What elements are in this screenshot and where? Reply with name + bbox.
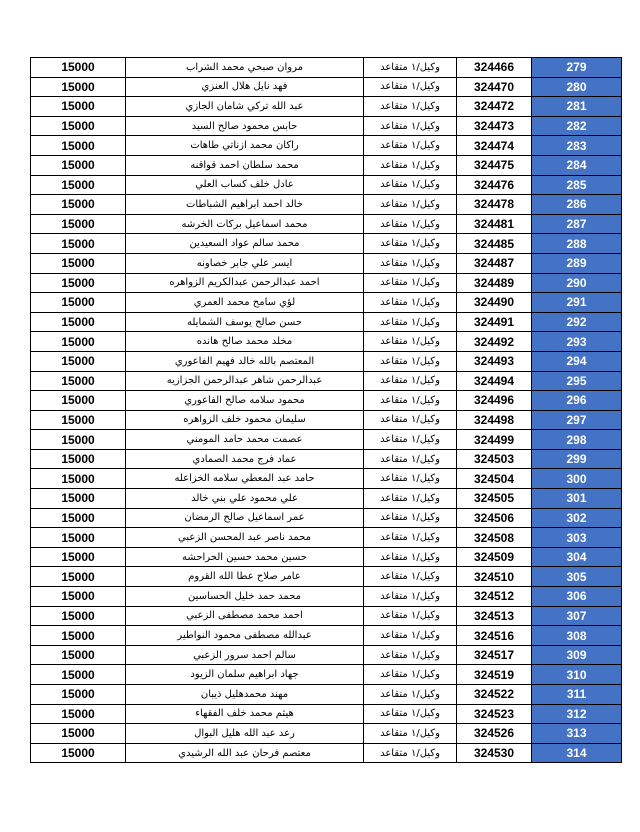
table-row <box>31 195 622 215</box>
name-cell: احمد محمد مصطفى الزعبي <box>126 606 364 626</box>
amount-cell: 15000 <box>31 116 126 136</box>
name-cell: مروان صبحي محمد الشراب <box>126 58 364 78</box>
rank-cell: وكيل/١ متقاعد <box>364 58 457 78</box>
rank-cell: وكيل/١ متقاعد <box>364 351 457 371</box>
code-cell: 324516 <box>457 626 532 646</box>
rank-cell: وكيل/١ متقاعد <box>364 332 457 352</box>
amount-cell: 15000 <box>31 273 126 293</box>
rank-cell: وكيل/١ متقاعد <box>364 214 457 234</box>
amount-cell: 15000 <box>31 528 126 548</box>
rank-cell: وكيل/١ متقاعد <box>364 567 457 587</box>
rank-cell: وكيل/١ متقاعد <box>364 293 457 313</box>
rank-cell: وكيل/١ متقاعد <box>364 587 457 607</box>
amount-cell: 15000 <box>31 332 126 352</box>
code-cell: 324513 <box>457 606 532 626</box>
code-cell: 324523 <box>457 704 532 724</box>
rank-cell: وكيل/١ متقاعد <box>364 410 457 430</box>
amount-cell: 15000 <box>31 430 126 450</box>
table-row <box>31 97 622 117</box>
rank-cell: وكيل/١ متقاعد <box>364 430 457 450</box>
name-cell: محمد ناصر عبد المحسن الزعبي <box>126 528 364 548</box>
rank-cell: وكيل/١ متقاعد <box>364 665 457 685</box>
sequence-number-cell: 308 <box>532 626 622 646</box>
code-cell: 324530 <box>457 743 532 763</box>
table-row <box>31 645 622 665</box>
rank-cell: وكيل/١ متقاعد <box>364 312 457 332</box>
table-row <box>31 410 622 430</box>
rank-cell: وكيل/١ متقاعد <box>364 97 457 117</box>
amount-cell: 15000 <box>31 547 126 567</box>
sequence-number-cell: 279 <box>532 58 622 78</box>
sequence-number-cell: 294 <box>532 351 622 371</box>
name-cell: ايسر علي جابر خصاونه <box>126 253 364 273</box>
code-cell: 324470 <box>457 77 532 97</box>
code-cell: 324476 <box>457 175 532 195</box>
sequence-number-cell: 306 <box>532 587 622 607</box>
amount-cell: 15000 <box>31 587 126 607</box>
sequence-number-cell: 298 <box>532 430 622 450</box>
name-cell: محمد حمد خليل الحساسين <box>126 587 364 607</box>
sequence-number-cell: 288 <box>532 234 622 254</box>
name-cell: جهاد ابراهيم سلمان الزيود <box>126 665 364 685</box>
table-row <box>31 391 622 411</box>
name-cell: فهد نايل هلال العنزي <box>126 77 364 97</box>
rank-cell: وكيل/١ متقاعد <box>364 136 457 156</box>
sequence-number-cell: 310 <box>532 665 622 685</box>
amount-cell: 15000 <box>31 234 126 254</box>
rank-cell: وكيل/١ متقاعد <box>364 449 457 469</box>
name-cell: عبدالله مصطفى محمود النواطير <box>126 626 364 646</box>
name-cell: مخلد محمد صالح هانده <box>126 332 364 352</box>
sequence-number-cell: 296 <box>532 391 622 411</box>
table-row <box>31 136 622 156</box>
table-row <box>31 567 622 587</box>
code-cell: 324504 <box>457 469 532 489</box>
rank-cell: وكيل/١ متقاعد <box>364 273 457 293</box>
code-cell: 324478 <box>457 195 532 215</box>
sequence-number-cell: 305 <box>532 567 622 587</box>
amount-cell: 15000 <box>31 724 126 744</box>
name-cell: سالم احمد سرور الزعبي <box>126 645 364 665</box>
table-row <box>31 253 622 273</box>
amount-cell: 15000 <box>31 253 126 273</box>
amount-cell: 15000 <box>31 136 126 156</box>
table-row <box>31 116 622 136</box>
sequence-number-cell: 281 <box>532 97 622 117</box>
amount-cell: 15000 <box>31 214 126 234</box>
code-cell: 324519 <box>457 665 532 685</box>
amount-cell: 15000 <box>31 351 126 371</box>
rank-cell: وكيل/١ متقاعد <box>364 175 457 195</box>
amount-cell: 15000 <box>31 469 126 489</box>
amount-cell: 15000 <box>31 665 126 685</box>
amount-cell: 15000 <box>31 449 126 469</box>
sequence-number-cell: 286 <box>532 195 622 215</box>
name-cell: علي محمود علي بني خالد <box>126 489 364 509</box>
name-cell: رعد عبد الله هليل البوال <box>126 724 364 744</box>
name-cell: عادل خلف كساب العلي <box>126 175 364 195</box>
code-cell: 324481 <box>457 214 532 234</box>
sequence-number-cell: 299 <box>532 449 622 469</box>
rank-cell: وكيل/١ متقاعد <box>364 626 457 646</box>
records-table <box>30 57 622 763</box>
rank-cell: وكيل/١ متقاعد <box>364 528 457 548</box>
table-row <box>31 724 622 744</box>
sequence-number-cell: 285 <box>532 175 622 195</box>
amount-cell: 15000 <box>31 606 126 626</box>
amount-cell: 15000 <box>31 175 126 195</box>
rank-cell: وكيل/١ متقاعد <box>364 371 457 391</box>
table-row <box>31 626 622 646</box>
sequence-number-cell: 304 <box>532 547 622 567</box>
table-row <box>31 332 622 352</box>
table-row <box>31 704 622 724</box>
name-cell: عامر صلاح عطا الله القروم <box>126 567 364 587</box>
code-cell: 324490 <box>457 293 532 313</box>
sequence-number-cell: 311 <box>532 685 622 705</box>
rank-cell: وكيل/١ متقاعد <box>364 116 457 136</box>
sequence-number-cell: 309 <box>532 645 622 665</box>
rank-cell: وكيل/١ متقاعد <box>364 469 457 489</box>
table-row <box>31 371 622 391</box>
name-cell: عماد فرج محمد الصمادي <box>126 449 364 469</box>
table-row <box>31 58 622 78</box>
table-row <box>31 547 622 567</box>
name-cell: محمد سلطان احمد قواقنه <box>126 155 364 175</box>
table-row <box>31 234 622 254</box>
rank-cell: وكيل/١ متقاعد <box>364 704 457 724</box>
rank-cell: وكيل/١ متقاعد <box>364 743 457 763</box>
table-row <box>31 430 622 450</box>
amount-cell: 15000 <box>31 77 126 97</box>
rank-cell: وكيل/١ متقاعد <box>364 77 457 97</box>
table-row <box>31 155 622 175</box>
sequence-number-cell: 314 <box>532 743 622 763</box>
sequence-number-cell: 293 <box>532 332 622 352</box>
name-cell: خالد احمد ابراهيم الشباطات <box>126 195 364 215</box>
code-cell: 324512 <box>457 587 532 607</box>
name-cell: لؤي سامح محمد العمري <box>126 293 364 313</box>
sequence-number-cell: 284 <box>532 155 622 175</box>
amount-cell: 15000 <box>31 195 126 215</box>
records-table-container <box>30 57 621 763</box>
code-cell: 324472 <box>457 97 532 117</box>
table-row <box>31 273 622 293</box>
sequence-number-cell: 287 <box>532 214 622 234</box>
code-cell: 324491 <box>457 312 532 332</box>
table-row <box>31 293 622 313</box>
table-row <box>31 214 622 234</box>
name-cell: محمد اسماعيل بركات الخرشه <box>126 214 364 234</box>
sequence-number-cell: 283 <box>532 136 622 156</box>
sequence-number-cell: 300 <box>532 469 622 489</box>
sequence-number-cell: 313 <box>532 724 622 744</box>
table-row <box>31 449 622 469</box>
sequence-number-cell: 289 <box>532 253 622 273</box>
amount-cell: 15000 <box>31 155 126 175</box>
sequence-number-cell: 297 <box>532 410 622 430</box>
rank-cell: وكيل/١ متقاعد <box>364 489 457 509</box>
code-cell: 324474 <box>457 136 532 156</box>
code-cell: 324466 <box>457 58 532 78</box>
code-cell: 324493 <box>457 351 532 371</box>
sequence-number-cell: 303 <box>532 528 622 548</box>
code-cell: 324485 <box>457 234 532 254</box>
code-cell: 324526 <box>457 724 532 744</box>
name-cell: عبدالرحمن شاهر عبدالرحمن الجزازيه <box>126 371 364 391</box>
name-cell: راكان محمد ازناتي طاهات <box>126 136 364 156</box>
name-cell: عبد الله تركي شامان الجازي <box>126 97 364 117</box>
sequence-number-cell: 292 <box>532 312 622 332</box>
code-cell: 324510 <box>457 567 532 587</box>
name-cell: سليمان محمود خلف الزواهره <box>126 410 364 430</box>
code-cell: 324508 <box>457 528 532 548</box>
code-cell: 324517 <box>457 645 532 665</box>
table-row <box>31 77 622 97</box>
name-cell: حامد عبد المعطي سلامه الخزاعله <box>126 469 364 489</box>
table-row <box>31 489 622 509</box>
amount-cell: 15000 <box>31 371 126 391</box>
table-row <box>31 351 622 371</box>
table-row <box>31 508 622 528</box>
rank-cell: وكيل/١ متقاعد <box>364 606 457 626</box>
sequence-number-cell: 295 <box>532 371 622 391</box>
rank-cell: وكيل/١ متقاعد <box>364 155 457 175</box>
name-cell: عصمت محمد حامد المومني <box>126 430 364 450</box>
rank-cell: وكيل/١ متقاعد <box>364 724 457 744</box>
rank-cell: وكيل/١ متقاعد <box>364 391 457 411</box>
amount-cell: 15000 <box>31 312 126 332</box>
name-cell: المعتصم بالله خالد فهيم الفاعوري <box>126 351 364 371</box>
rank-cell: وكيل/١ متقاعد <box>364 253 457 273</box>
code-cell: 324509 <box>457 547 532 567</box>
table-row <box>31 312 622 332</box>
code-cell: 324498 <box>457 410 532 430</box>
table-row <box>31 175 622 195</box>
amount-cell: 15000 <box>31 626 126 646</box>
amount-cell: 15000 <box>31 567 126 587</box>
code-cell: 324475 <box>457 155 532 175</box>
rank-cell: وكيل/١ متقاعد <box>364 508 457 528</box>
code-cell: 324473 <box>457 116 532 136</box>
rank-cell: وكيل/١ متقاعد <box>364 234 457 254</box>
amount-cell: 15000 <box>31 508 126 528</box>
sequence-number-cell: 301 <box>532 489 622 509</box>
name-cell: محمد سالم عواد السعيدين <box>126 234 364 254</box>
sequence-number-cell: 312 <box>532 704 622 724</box>
code-cell: 324505 <box>457 489 532 509</box>
amount-cell: 15000 <box>31 97 126 117</box>
code-cell: 324499 <box>457 430 532 450</box>
rank-cell: وكيل/١ متقاعد <box>364 195 457 215</box>
code-cell: 324522 <box>457 685 532 705</box>
sequence-number-cell: 280 <box>532 77 622 97</box>
amount-cell: 15000 <box>31 743 126 763</box>
table-row <box>31 587 622 607</box>
name-cell: محمود سلامه صالح الفاعوري <box>126 391 364 411</box>
table-row <box>31 528 622 548</box>
amount-cell: 15000 <box>31 489 126 509</box>
sequence-number-cell: 291 <box>532 293 622 313</box>
code-cell: 324496 <box>457 391 532 411</box>
code-cell: 324503 <box>457 449 532 469</box>
name-cell: احمد عبدالرحمن عبدالكريم الزواهره <box>126 273 364 293</box>
amount-cell: 15000 <box>31 704 126 724</box>
code-cell: 324506 <box>457 508 532 528</box>
code-cell: 324489 <box>457 273 532 293</box>
table-row <box>31 743 622 763</box>
table-row <box>31 606 622 626</box>
name-cell: مهند محمدهليل ذيبان <box>126 685 364 705</box>
table-row <box>31 665 622 685</box>
code-cell: 324487 <box>457 253 532 273</box>
amount-cell: 15000 <box>31 293 126 313</box>
table-row <box>31 469 622 489</box>
sequence-number-cell: 302 <box>532 508 622 528</box>
amount-cell: 15000 <box>31 645 126 665</box>
name-cell: معتصم فرحان عبد الله الرشيدي <box>126 743 364 763</box>
records-table-body <box>31 58 622 763</box>
amount-cell: 15000 <box>31 391 126 411</box>
name-cell: حابس محمود صالح السيد <box>126 116 364 136</box>
amount-cell: 15000 <box>31 685 126 705</box>
sequence-number-cell: 282 <box>532 116 622 136</box>
rank-cell: وكيل/١ متقاعد <box>364 547 457 567</box>
name-cell: حسين محمد حسين الحراحشه <box>126 547 364 567</box>
name-cell: عمر اسماعيل صالح الرمضان <box>126 508 364 528</box>
name-cell: حسن صالح يوسف الشمايله <box>126 312 364 332</box>
code-cell: 324492 <box>457 332 532 352</box>
amount-cell: 15000 <box>31 410 126 430</box>
code-cell: 324494 <box>457 371 532 391</box>
amount-cell: 15000 <box>31 58 126 78</box>
name-cell: هيثم محمد خلف الفقهاء <box>126 704 364 724</box>
rank-cell: وكيل/١ متقاعد <box>364 645 457 665</box>
table-row <box>31 685 622 705</box>
rank-cell: وكيل/١ متقاعد <box>364 685 457 705</box>
sequence-number-cell: 307 <box>532 606 622 626</box>
sequence-number-cell: 290 <box>532 273 622 293</box>
